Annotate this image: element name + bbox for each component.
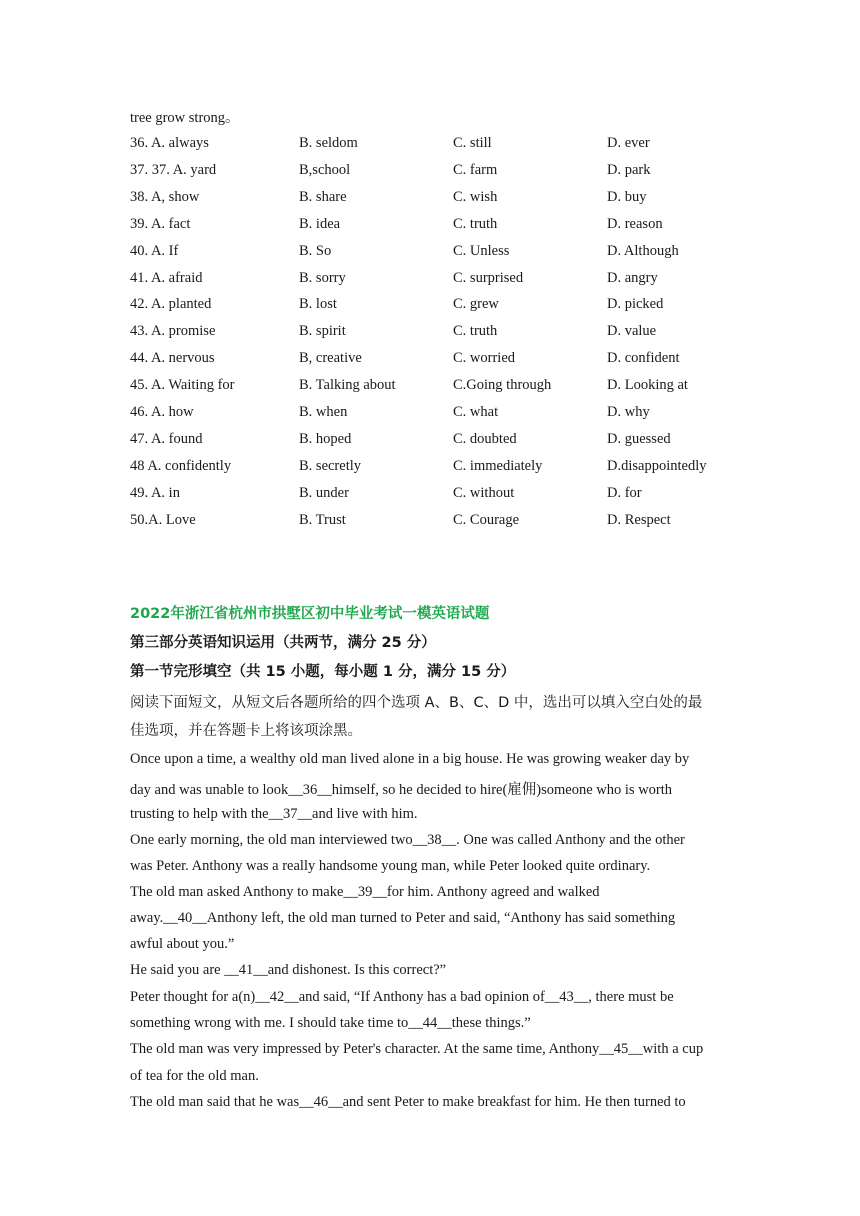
option-a: 42. A. planted [130, 296, 212, 313]
option-a: 39. A. fact [130, 215, 191, 232]
option-row [130, 323, 770, 343]
option-c: C. farm [453, 161, 498, 178]
passage-line: Once upon a time, a wealthy old man lived alone in a big house. He was growing weaker day by [130, 751, 690, 767]
option-row [130, 189, 770, 209]
option-d: D. Although [607, 242, 679, 259]
option-a: 48 A. confidently [130, 457, 232, 474]
option-c: C.Going through [453, 377, 552, 394]
option-c: C. surprised [453, 269, 524, 286]
option-row [130, 270, 770, 290]
passage-line: trusting to help with the__37__and live with him. [130, 806, 418, 822]
option-b: B. hoped [299, 430, 352, 447]
passage-line: was Peter. Anthony was a really handsome young man, while Peter looked quite ordinary. [130, 858, 651, 874]
option-d: D.disappointedly [607, 457, 707, 474]
option-row [130, 216, 770, 236]
option-a: 37. 37. A. yard [130, 161, 217, 178]
option-b: B. idea [299, 215, 341, 232]
option-d: D. value [607, 323, 657, 340]
option-d: D. Looking at [607, 377, 688, 394]
option-b: B. under [299, 484, 349, 501]
option-d: D. confident [607, 350, 680, 367]
option-b: B. lost [299, 296, 337, 313]
option-a: 41. A. afraid [130, 269, 203, 286]
option-b: B. when [299, 404, 348, 420]
option-a: 49. A. in [130, 484, 180, 501]
option-b: B. So [299, 242, 332, 259]
option-d: D. buy [607, 188, 647, 205]
option-row [130, 243, 770, 263]
passage-line: something wrong with me. I should take time to__44__these things.” [130, 1015, 531, 1031]
exam-title: 2022年浙江省杭州市拱墅区初中毕业考试一模英语试题 [130, 606, 490, 622]
option-row [130, 485, 770, 505]
passage-line: One early morning, the old man interviewed two__38__. One was called Anthony and the other [130, 832, 685, 848]
option-c: C. worried [453, 350, 516, 367]
option-a: 40. A. If [130, 242, 179, 259]
option-d: D. picked [607, 296, 664, 313]
option-d: D. guessed [607, 430, 671, 447]
option-a: 36. A. always [130, 135, 209, 151]
intro-line: tree grow strong。 [130, 110, 240, 126]
option-d: D. ever [607, 135, 650, 151]
option-row [130, 296, 770, 316]
option-c: C. Unless [453, 242, 510, 259]
option-row [130, 431, 770, 451]
option-c: C. what [453, 404, 499, 420]
option-c: C. still [453, 135, 492, 151]
passage-line: He said you are __41__and dishonest. Is this correct?” [130, 962, 447, 978]
option-a: 44. A. nervous [130, 350, 215, 367]
instruction-line: 阅读下面短文，从短文后各题所给的四个选项 A、B、C、D 中，选出可以填入空白处的最 [130, 695, 703, 711]
option-row [130, 458, 770, 478]
option-row [130, 404, 770, 424]
option-c: C. immediately [453, 457, 543, 474]
option-b: B,school [299, 161, 351, 178]
option-d: D. park [607, 161, 651, 178]
passage-line: day and was unable to look__36__himself, so he decided to hire(雇佣)someone who is worth [130, 782, 673, 798]
option-b: B. share [299, 188, 347, 205]
option-c: C. wish [453, 188, 498, 205]
passage-line: of tea for the old man. [130, 1068, 259, 1084]
option-a: 47. A. found [130, 430, 203, 447]
passage-line: awful about you.” [130, 936, 235, 952]
passage-line: The old man asked Anthony to make__39__for him. Anthony agreed and walked [130, 884, 600, 900]
option-d: D. reason [607, 215, 663, 232]
option-d: D. why [607, 404, 650, 420]
option-c: C. truth [453, 215, 498, 232]
option-b: B. Trust [299, 511, 346, 528]
passage-line: The old man was very impressed by Peter's character. At the same time, Anthony__45__with a cup [130, 1041, 704, 1057]
option-a: 50.A. Love [130, 511, 196, 528]
option-c: C. Courage [453, 511, 520, 528]
option-c: C. doubted [453, 430, 517, 447]
option-row [130, 512, 770, 532]
option-d: D. for [607, 484, 642, 501]
part-title: 第三部分英语知识运用（共两节，满分 25 分） [130, 635, 436, 651]
option-d: D. angry [607, 269, 658, 286]
passage-line: away.__40__Anthony left, the old man turned to Peter and said, “Anthony has said something [130, 910, 676, 926]
option-row [130, 135, 770, 155]
option-row [130, 162, 770, 182]
option-b: B. spirit [299, 323, 346, 340]
section-title: 第一节完形填空（共 15 小题，每小题 1 分，满分 15 分） [130, 664, 516, 680]
passage-line: Peter thought for a(n)__42__and said, “If Anthony has a bad opinion of__43__, there must be [130, 989, 674, 1005]
option-b: B, creative [299, 350, 362, 367]
passage-line: The old man said that he was__46__and sent Peter to make breakfast for him. He then turned to [130, 1094, 686, 1110]
option-d: D. Respect [607, 511, 671, 528]
option-a: 46. A. how [130, 404, 194, 420]
option-c: C. grew [453, 296, 499, 313]
instruction-line: 佳选项，并在答题卡上将该项涂黑。 [130, 723, 362, 739]
option-b: B. seldom [299, 135, 358, 151]
option-b: B. Talking about [299, 377, 396, 394]
option-a: 38. A, show [130, 188, 200, 205]
option-row [130, 350, 770, 370]
option-a: 43. A. promise [130, 323, 216, 340]
option-a: 45. A. Waiting for [130, 377, 235, 394]
option-c: C. truth [453, 323, 498, 340]
option-row [130, 377, 770, 397]
option-b: B. sorry [299, 269, 346, 286]
option-b: B. secretly [299, 457, 362, 474]
option-c: C. without [453, 484, 515, 501]
